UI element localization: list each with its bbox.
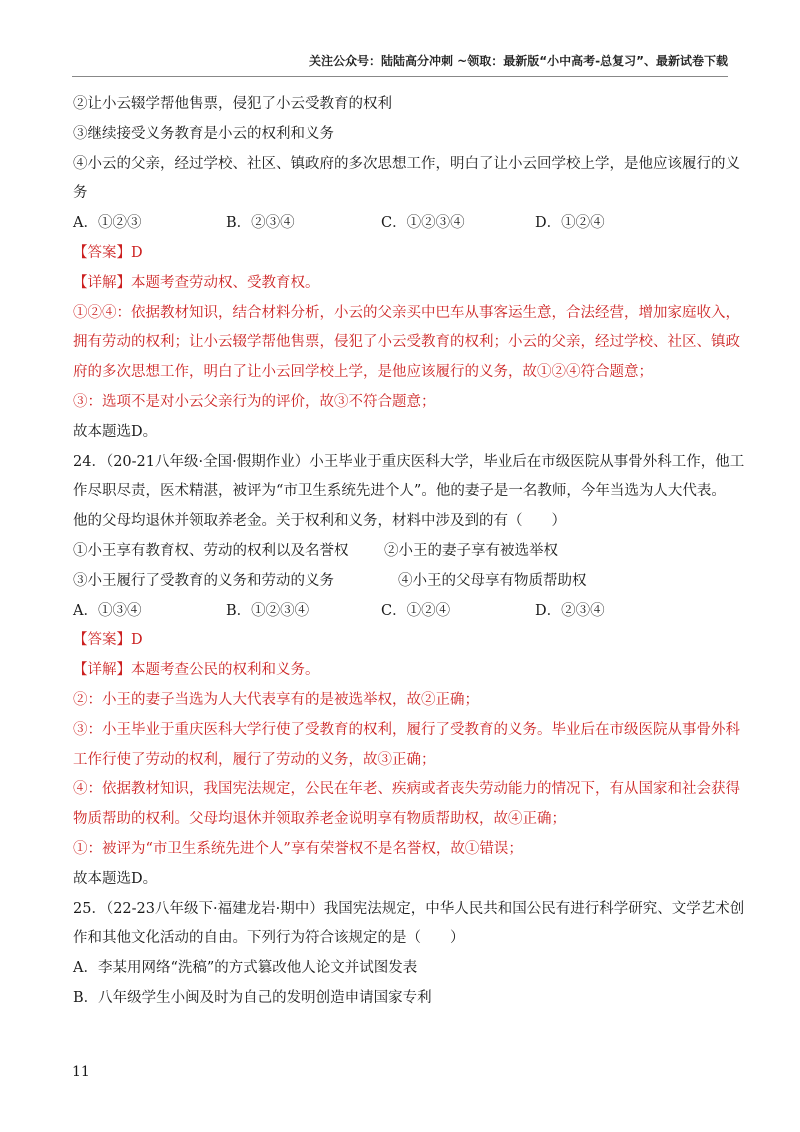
question-stem: 他的父母均退休并领取养老金。关于权利和义务，材料中涉及到的有（ ） bbox=[73, 513, 566, 530]
explanation-line: ③：小王毕业于重庆医科大学行使了受教育的权利，履行了受教育的义务。毕业后在市级医院从事骨外科 bbox=[73, 721, 740, 738]
item-4: ④小王的父母享有物质帮助权 bbox=[398, 572, 587, 589]
explanation-line: 物质帮助的权利。父母均退休并领取养老金说明享有物质帮助权，故④正确； bbox=[73, 811, 566, 828]
explanation-line: ③：选项不是对小云父亲行为的评价，故③不符合题意； bbox=[73, 393, 436, 410]
choice-b: B．八年级学生小闽及时为自己的发明创造申请国家专利 bbox=[73, 989, 432, 1006]
choice-c: C．①②③④ bbox=[381, 215, 465, 232]
q24-choices bbox=[73, 597, 728, 627]
explanation-line: 拥有劳动的权利；让小云辍学帮他售票，侵犯了小云受教育的权利；小云的父亲，经过学校、社区、镇政 bbox=[73, 334, 740, 351]
item-2: ②小王的妻子享有被选举权 bbox=[384, 542, 558, 559]
q24-items-row bbox=[73, 567, 728, 597]
choice-b: B．①②③④ bbox=[226, 602, 310, 619]
choice-a: A．①③④ bbox=[73, 602, 142, 619]
page-number: 11 bbox=[72, 1064, 90, 1080]
explanation-line: ①②④：依据教材知识，结合材料分析，小云的父亲买中巴车从事客运生意，合法经营，增加家庭收入， bbox=[73, 304, 740, 321]
option-line: ④小云的父亲，经过学校、社区、镇政府的多次思想工作，明白了让小云回学校上学，是他应该履行的义 bbox=[73, 155, 740, 172]
option-line: ②让小云辍学帮他售票，侵犯了小云受教育的权利 bbox=[73, 96, 392, 112]
conclusion-line: 故本题选D。 bbox=[73, 870, 158, 887]
explanation-line: ②：小王的妻子当选为人大代表享有的是被选举权，故②正确； bbox=[73, 691, 479, 708]
conclusion-line: 故本题选D。 bbox=[73, 423, 158, 440]
explanation-line: 【详解】本题考查劳动权、受教育权。 bbox=[73, 274, 320, 291]
question-stem: 作和其他文化活动的自由。下列行为符合该规定的是（ ） bbox=[73, 930, 465, 947]
answer-label: 【答案】D bbox=[73, 632, 143, 649]
question-stem: 作尽职尽责，医术精湛，被评为“市卫生系统先进个人”。他的妻子是一名教师，今年当选为人大代表。 bbox=[73, 483, 726, 500]
explanation-line: 工作行使了劳动的权利，履行了劳动的义务，故③正确； bbox=[73, 751, 436, 768]
explanation-line: ①：被评为“市卫生系统先进个人”享有荣誉权不是名誉权，故①错误； bbox=[73, 840, 523, 857]
choice-a: A．①②③ bbox=[73, 215, 142, 232]
question-stem: 25．（22-23八年级下·福建龙岩·期中）我国宪法规定，中华人民共和国公民有进行科学研究、文学艺术创 bbox=[73, 900, 745, 917]
explanation-line: 府的多次思想工作，明白了让小云回学校上学，是他应该履行的义务，故①②④符合题意； bbox=[73, 364, 653, 381]
choice-d: D．②③④ bbox=[535, 602, 605, 619]
item-1: ①小王享有教育权、劳动的权利以及名誉权 bbox=[73, 542, 349, 559]
explanation-line: ④：依据教材知识，我国宪法规定，公民在年老、疾病或者丧失劳动能力的情况下，有从国家和社会获得 bbox=[73, 781, 740, 798]
choice-c: C．①②④ bbox=[381, 602, 451, 619]
header-divider bbox=[72, 76, 728, 77]
answer-label: 【答案】D bbox=[73, 244, 143, 261]
item-3: ③小王履行了受教育的义务和劳动的义务 bbox=[73, 572, 334, 589]
q24-items-row bbox=[73, 537, 728, 567]
choice-a: A．李某用网络“洗稿”的方式篡改他人论文并试图发表 bbox=[73, 960, 418, 977]
document-body bbox=[73, 90, 745, 1014]
choice-d: D．①②④ bbox=[535, 215, 605, 232]
header-note: 关注公众号：陆陆高分冲刺 ~领取：最新版“小中高考-总复习”、最新试卷下载 bbox=[309, 54, 728, 68]
option-line: 务 bbox=[73, 185, 88, 202]
q23-choices bbox=[73, 209, 728, 239]
choice-b: B．②③④ bbox=[226, 215, 295, 232]
question-stem: 24．（20-21八年级·全国·假期作业）小王毕业于重庆医科大学，毕业后在市级医院从事骨外科工作，他工 bbox=[73, 453, 745, 470]
option-line: ③继续接受义务教育是小云的权利和义务 bbox=[73, 125, 334, 142]
explanation-line: 【详解】本题考查公民的权利和义务。 bbox=[73, 662, 320, 679]
